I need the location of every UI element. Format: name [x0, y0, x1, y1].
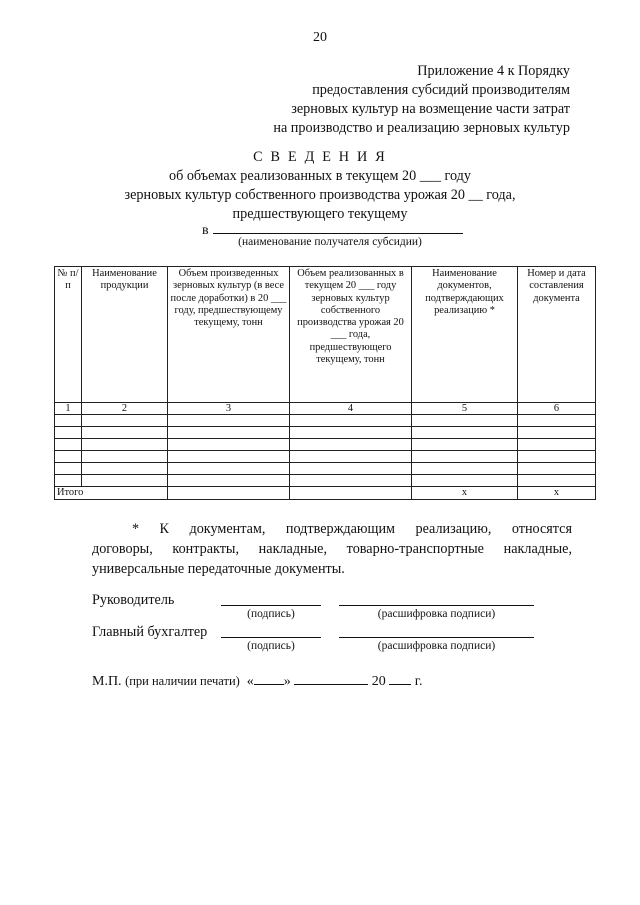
accountant-signature-line	[221, 637, 321, 638]
head-label: Руководитель	[92, 592, 175, 608]
table-cell	[82, 415, 168, 427]
header-produced-volume: Объем произведенных зерновых культур (в весе после доработки) в 20 ___ году, предшествующему текущему, тонн	[168, 267, 290, 403]
table-cell	[55, 427, 82, 439]
table-cell	[168, 487, 290, 500]
table-cell	[82, 439, 168, 451]
year-prefix: 20	[371, 674, 386, 689]
table-cell	[55, 451, 82, 463]
table-cell	[55, 439, 82, 451]
recipient-blank-line	[213, 221, 463, 234]
table-cell	[290, 451, 412, 463]
stamp-label: М.П.	[92, 674, 122, 689]
header-product-name: Наименование продукции	[82, 267, 168, 403]
table-cell	[518, 427, 596, 439]
total-row	[55, 487, 596, 500]
header-row-number: № п/п	[55, 267, 82, 403]
table-cell	[518, 415, 596, 427]
head-signature-caption: (подпись)	[247, 608, 295, 620]
table-cell	[518, 475, 596, 487]
appendix-line: зерновых культур на возмещение части затрат	[291, 101, 570, 117]
table-row	[55, 463, 596, 475]
year-blank	[389, 673, 411, 685]
table-cell	[290, 439, 412, 451]
column-number-row	[55, 403, 596, 415]
table-row	[55, 475, 596, 487]
table-cell	[168, 427, 290, 439]
stamp-note: (при наличии печати)	[125, 674, 240, 688]
table-cell	[168, 463, 290, 475]
total-x-mark: х	[518, 487, 596, 500]
table-cell	[168, 439, 290, 451]
appendix-line: Приложение 4 к Порядку	[417, 63, 570, 79]
column-number: 1	[55, 403, 82, 415]
column-number: 4	[290, 403, 412, 415]
column-number: 6	[518, 403, 596, 415]
table-row	[55, 439, 596, 451]
table-cell	[412, 427, 518, 439]
table-cell	[290, 475, 412, 487]
table-cell	[55, 475, 82, 487]
footnote-line: универсальные передаточные документы.	[92, 561, 345, 577]
stamp-date-line	[92, 673, 422, 690]
table-cell	[290, 487, 412, 500]
footnote-line: договоры, контракты, накладные, товарно-транспортные накладные,	[92, 541, 572, 557]
table-row	[55, 415, 596, 427]
footnote-continuation	[92, 539, 572, 579]
accountant-label: Главный бухгалтер	[92, 624, 208, 640]
column-number: 2	[82, 403, 168, 415]
table-cell	[518, 463, 596, 475]
title-line: об объемах реализованных в текущем 20 ___ году	[168, 168, 471, 184]
quote-close: »	[283, 674, 291, 689]
table-cell	[82, 475, 168, 487]
total-x-mark: х	[412, 487, 518, 500]
table-cell	[55, 463, 82, 475]
appendix-reference	[273, 62, 570, 138]
accountant-decoding-caption: (расшифровка подписи)	[377, 640, 496, 652]
table-cell	[412, 415, 518, 427]
table-row	[55, 451, 596, 463]
table-cell	[55, 415, 82, 427]
table-cell	[290, 463, 412, 475]
table-header-row	[55, 267, 596, 403]
table-cell	[82, 463, 168, 475]
header-documents: Наименование документов, подтверждающих реализацию *	[412, 267, 518, 403]
appendix-line: на производство и реализацию зерновых культур	[273, 120, 570, 136]
document-title	[0, 148, 640, 224]
footnote	[92, 519, 572, 539]
table-row	[55, 427, 596, 439]
quote-open: «	[246, 674, 254, 689]
column-number: 5	[412, 403, 518, 415]
table-cell	[412, 451, 518, 463]
total-label: Итого	[55, 487, 168, 500]
table-cell	[168, 415, 290, 427]
recipient-caption: (наименование получателя субсидии)	[238, 236, 422, 248]
table-cell	[82, 427, 168, 439]
head-signature-line	[221, 605, 321, 606]
header-sold-volume: Объем реализованных в текущем 20 ___ году зерновых культур собственного производства урожая 20 ___ года, предшествующего текущему, тонн	[290, 267, 412, 403]
table-cell	[412, 439, 518, 451]
sales-data-table	[54, 266, 596, 500]
table-cell	[290, 427, 412, 439]
page-number: 20	[313, 30, 327, 45]
accountant-signature-caption: (подпись)	[247, 640, 295, 652]
recipient-prefix: в	[202, 223, 209, 238]
head-decoding-line	[339, 605, 534, 606]
title-line: зерновых культур собственного производства урожая 20 __ года,	[124, 187, 516, 203]
title-heading: С В Е Д Е Н И Я	[253, 149, 387, 165]
day-blank	[254, 673, 284, 685]
appendix-line: предоставления субсидий производителям	[312, 82, 570, 98]
month-blank	[294, 673, 368, 685]
head-decoding-caption: (расшифровка подписи)	[377, 608, 496, 620]
table-cell	[518, 451, 596, 463]
table-cell	[518, 439, 596, 451]
title-line: предшествующего текущему	[232, 206, 408, 222]
table-cell	[168, 475, 290, 487]
column-number: 3	[168, 403, 290, 415]
table-cell	[82, 451, 168, 463]
table-cell	[290, 415, 412, 427]
table-cell	[168, 451, 290, 463]
table-cell	[412, 463, 518, 475]
table-cell	[412, 475, 518, 487]
year-suffix: г.	[414, 674, 423, 689]
header-document-number-date: Номер и дата составления документа	[518, 267, 596, 403]
accountant-decoding-line	[339, 637, 534, 638]
footnote-line: * К документам, подтверждающим реализацию, относятся	[132, 521, 572, 537]
